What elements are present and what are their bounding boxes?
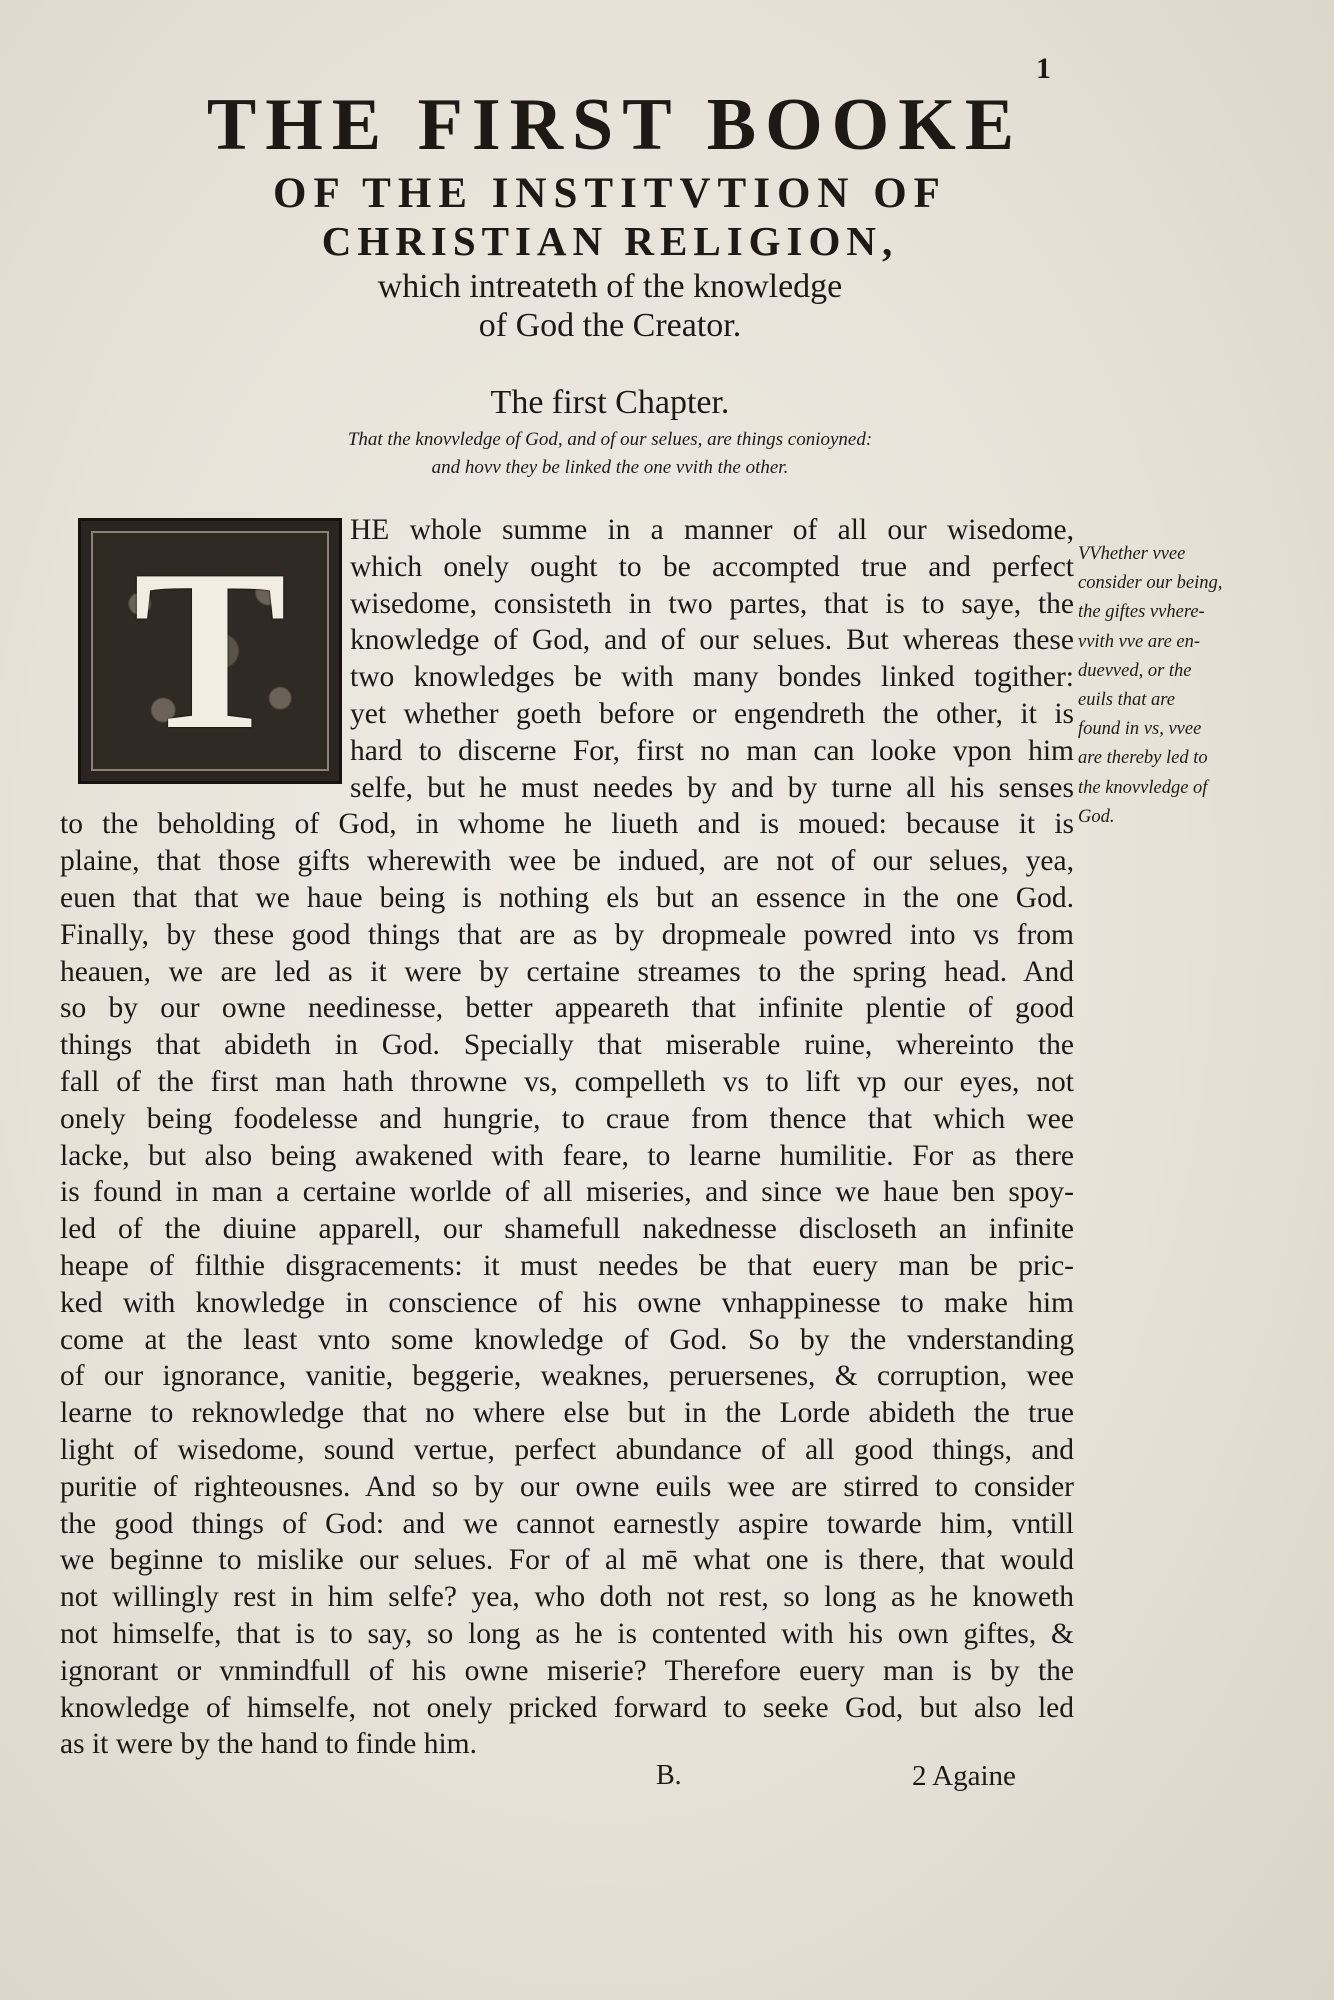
- text-line: to the beholding of God, in whome he liueth and is moued: because it is: [60, 808, 1074, 841]
- text-line: selfe, but he must needes by and by turne all his senses: [350, 771, 1074, 804]
- margin-note: [1078, 540, 1278, 832]
- text-line: ked with knowledge in conscience of his owne vnhappinesse to make him: [60, 1286, 1074, 1319]
- body-text: [60, 512, 1074, 1763]
- text-line: so by our owne needinesse, better appeareth that infinite plentie of good: [60, 992, 1074, 1025]
- text-line: euen that that we haue being is nothing els but an essence in the one God.: [60, 881, 1074, 914]
- text-line: wisedome, consisteth in two partes, that is to saye, the: [350, 587, 1074, 620]
- text-line: Finally, by these good things that are as by dropmeale powred into vs from: [60, 918, 1074, 951]
- text-line: led of the diuine apparell, our shamefull nakednesse discloseth an infinite: [60, 1213, 1074, 1246]
- text-line: yet whether goeth before or engendreth the other, it is: [350, 697, 1074, 730]
- text-line: learne to reknowledge that no where else but in the Lorde abideth the true: [60, 1397, 1074, 1430]
- text-line: ignorant or vnmindfull of his owne miserie? Therefore euery man is by the: [60, 1654, 1074, 1687]
- signature-mark: B.: [656, 1760, 682, 1791]
- margin-note-line: euils that are: [1078, 690, 1175, 711]
- text-line: as it were by the hand to finde him.: [60, 1728, 477, 1761]
- text-line: plaine, that those gifts wherewith wee be indued, are not of our selues, yea,: [60, 845, 1074, 878]
- text-line: knowledge of himselfe, not onely pricked forward to seeke God, but also led: [60, 1691, 1074, 1724]
- text-line: the good things of God: and we cannot earnestly aspire towarde him, vntill: [60, 1507, 1074, 1540]
- text-line: lacke, but also being awakened with feare, to learne humilitie. For as there: [60, 1139, 1074, 1172]
- text-line: not willingly rest in him selfe? yea, who doth not rest, so long as he knoweth: [60, 1581, 1074, 1614]
- chapter-argument: [60, 426, 1160, 482]
- title-line-1: THE FIRST BOOKE: [206, 84, 1024, 166]
- margin-note-line: the giftes vvhere-: [1078, 602, 1205, 623]
- argument-line-2: and hovv they be linked the one vvith the other.: [431, 457, 789, 478]
- margin-note-line: VVhether vvee: [1078, 544, 1186, 564]
- page-number: 1: [1036, 52, 1051, 85]
- text-line: HE whole summe in a manner of all our wisedome,: [350, 514, 1074, 546]
- margin-note-line: duevved, or the: [1078, 660, 1192, 681]
- text-line: is found in man a certaine worlde of all miseries, and since we haue ben spoy-: [60, 1176, 1074, 1209]
- text-line: puritie of righteousnes. And so by our owne euils wee are stirred to consider: [60, 1470, 1074, 1503]
- text-line: things that abideth in God. Specially that miserable ruine, whereinto the: [60, 1029, 1074, 1062]
- margin-note-line: found in vs, vvee: [1078, 719, 1202, 740]
- text-line: heape of filthie disgracements: it must needes be that euery man be pric-: [60, 1249, 1074, 1282]
- text-line: two knowledges be with many bondes linked togither:: [350, 661, 1074, 694]
- book-title: [60, 84, 1160, 345]
- argument-line-1: That the knovvledge of God, and of our selues, are things conioyned:: [347, 429, 873, 450]
- margin-note-line: are thereby led to: [1078, 748, 1208, 769]
- text-line: onely being foodelesse and hungrie, to craue from thence that which wee: [60, 1102, 1074, 1135]
- text-line: knowledge of God, and of our selues. But whereas these: [350, 624, 1074, 657]
- text-line: which onely ought to be accompted true and perfect: [350, 550, 1074, 583]
- initial-letter: T: [133, 522, 287, 777]
- text-line: of our ignorance, vanitie, beggerie, weaknes, peruersenes, & corruption, wee: [60, 1360, 1074, 1393]
- text-line: we beginne to mislike our selues. For of al mē what one is there, that would: [60, 1544, 1074, 1577]
- margin-note-line: vvith vve are en-: [1078, 631, 1201, 652]
- margin-note-line: the knovvledge of: [1078, 777, 1208, 798]
- text-line: come at the least vnto some knowledge of God. So by the vnderstanding: [60, 1323, 1074, 1356]
- title-line-4: which intreateth of the knowledge: [377, 268, 843, 305]
- title-line-3: CHRISTIAN RELIGION,: [321, 218, 899, 264]
- text-line: light of wisedome, sound vertue, perfect abundance of all good things, and: [60, 1433, 1074, 1466]
- text-line: heauen, we are led as it were by certaine streames to the spring head. And: [60, 955, 1074, 988]
- text-line: fall of the first man hath throwne vs, compelleth vs to lift vp our eyes, not: [60, 1065, 1074, 1098]
- catchword: 2 Againe: [912, 1760, 1016, 1792]
- chapter-heading: The first Chapter.: [490, 384, 730, 421]
- text-line: hard to discerne For, first no man can looke vpon him: [350, 734, 1074, 767]
- margin-note-line: consider our being,: [1078, 573, 1223, 594]
- text-line: not himselfe, that is to say, so long as he is contented with his own giftes, &: [60, 1617, 1074, 1650]
- title-line-5: of God the Creator.: [478, 307, 742, 345]
- title-line-2: OF THE INSTITVTION OF: [273, 170, 947, 217]
- margin-note-line: God.: [1078, 806, 1115, 827]
